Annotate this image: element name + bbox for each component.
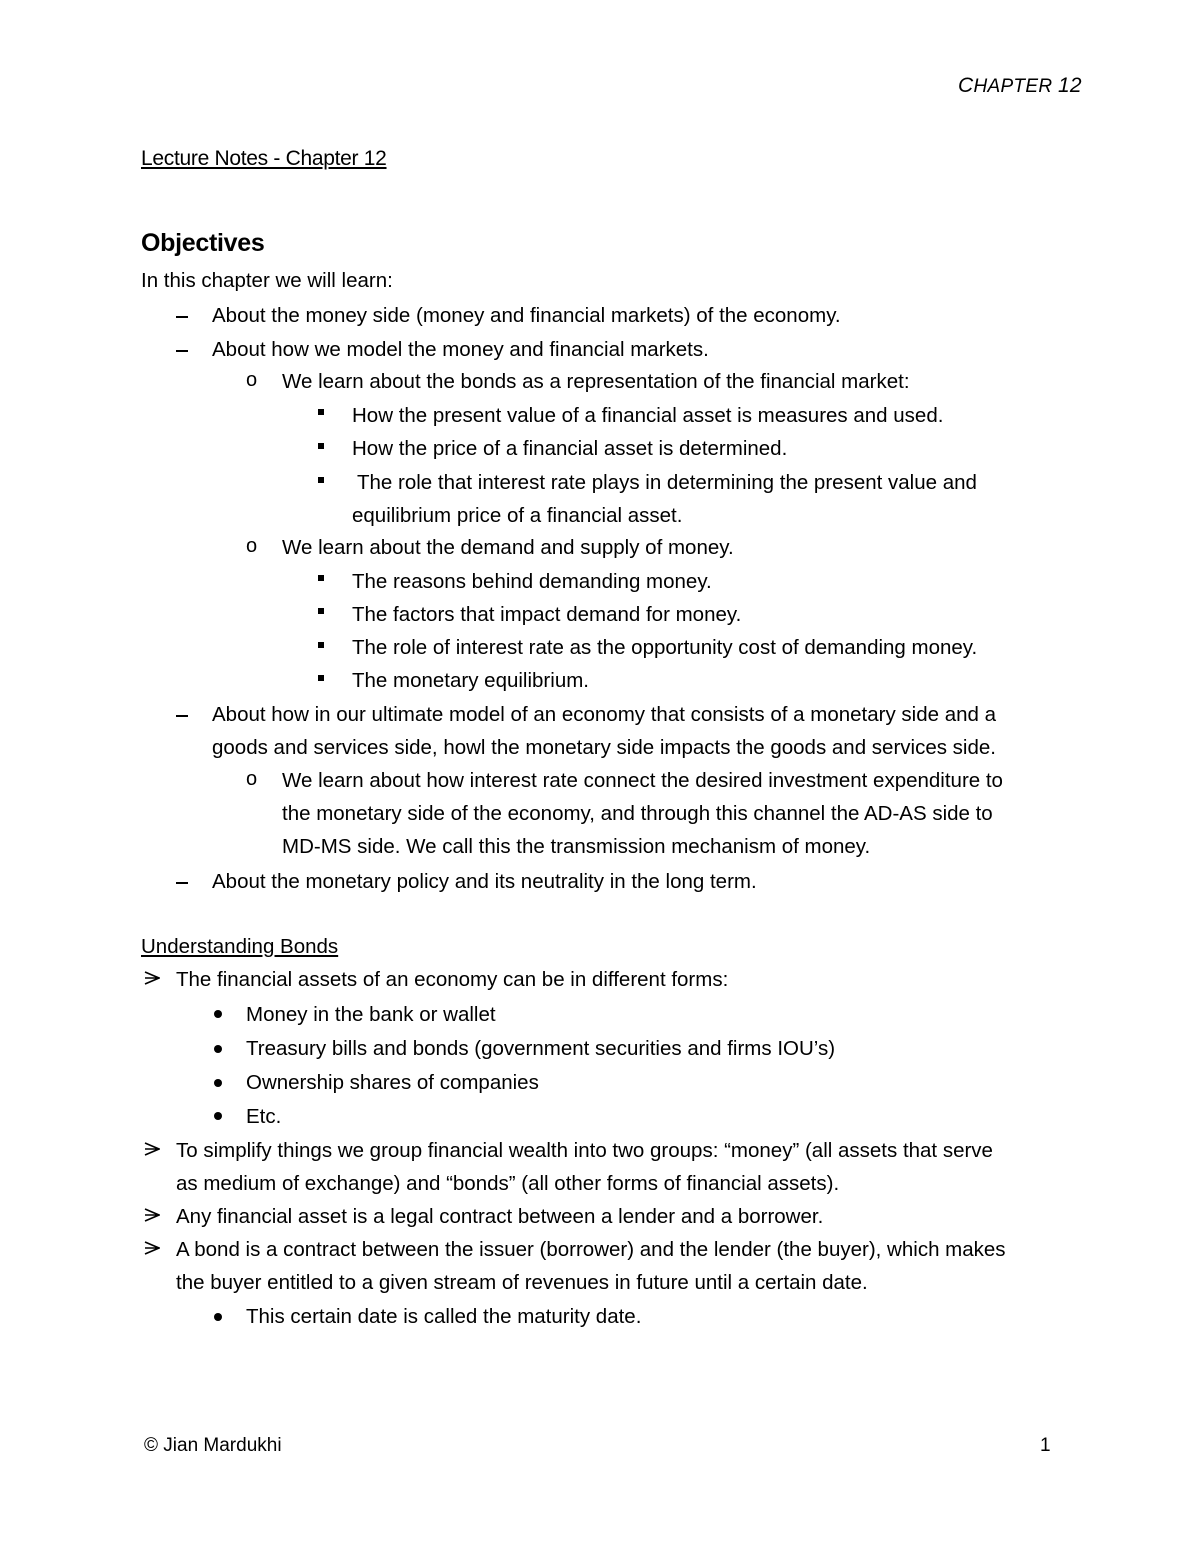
section-heading: Understanding Bonds [141,935,339,958]
list-item: The role of interest rate as the opportunity cost of demanding money. [352,636,978,659]
square-bullet [318,675,324,681]
header-chapter-label: HAPTER [973,76,1053,97]
page-title: Lecture Notes - Chapter 12 [141,147,387,170]
list-item-continuation: MD-MS side. We call this the transmission mechanism of money. [282,835,871,858]
list-item: We learn about the demand and supply of money. [282,536,734,559]
dot-bullet [214,1112,222,1120]
header-chapter-initial: C [958,74,974,97]
running-header [958,74,1082,98]
list-item-continuation: the monetary side of the economy, and through this channel the AD-AS side to [282,802,993,825]
circle-bullet: o [246,369,258,391]
list-item: The reasons behind demanding money. [352,570,712,593]
list-item: Money in the bank or wallet [246,1003,496,1026]
square-bullet [318,409,324,415]
list-item: The factors that impact demand for money. [352,603,742,626]
square-bullet [318,443,324,449]
list-item: The monetary equilibrium. [352,669,589,692]
square-bullet [318,575,324,581]
list-item: About the monetary policy and its neutrality in the long term. [212,870,757,893]
dash-bullet [176,882,188,884]
arrow-bullet-icon [144,1208,160,1222]
header-chapter-number: 12 [1057,74,1082,97]
footer-copyright: © Jian Mardukhi [144,1435,282,1456]
dash-bullet [176,350,188,352]
dot-bullet [214,1079,222,1087]
dot-bullet [214,1313,222,1321]
list-item: Etc. [246,1105,282,1128]
circle-bullet: o [246,768,258,790]
square-bullet [318,642,324,648]
list-item-continuation: goods and services side, howl the monetary side impacts the goods and services side. [212,736,996,759]
list-item: About the money side (money and financial markets) of the economy. [212,304,841,327]
list-item: Ownership shares of companies [246,1071,539,1094]
list-item: A bond is a contract between the issuer (borrower) and the lender (the buyer), which makes [176,1238,1006,1261]
page-number: 1 [1040,1435,1051,1456]
dash-bullet [176,715,188,717]
arrow-bullet-icon [144,1142,160,1156]
arrow-bullet-icon [144,971,160,985]
list-item: We learn about the bonds as a representation of the financial market: [282,370,910,393]
arrow-bullet-icon [144,1241,160,1255]
square-bullet [318,608,324,614]
list-item: Treasury bills and bonds (government securities and firms IOU’s) [246,1037,836,1060]
dot-bullet [214,1045,222,1053]
list-item: How the present value of a financial asset is measures and used. [352,404,944,427]
square-bullet [318,477,324,483]
list-item-continuation: equilibrium price of a financial asset. [352,504,683,527]
list-item: How the price of a financial asset is determined. [352,437,788,460]
list-item: This certain date is called the maturity date. [246,1305,642,1328]
dot-bullet [214,1010,222,1018]
list-item: The role that interest rate plays in determining the present value and [357,471,977,494]
list-item: Any financial asset is a legal contract between a lender and a borrower. [176,1205,824,1228]
list-item-continuation: the buyer entitled to a given stream of revenues in future until a certain date. [176,1271,868,1294]
list-item: About how we model the money and financial markets. [212,338,709,361]
objectives-heading: Objectives [141,229,265,257]
circle-bullet: o [246,535,258,557]
objectives-intro: In this chapter we will learn: [141,269,393,292]
dash-bullet [176,316,188,318]
list-item: About how in our ultimate model of an economy that consists of a monetary side and a [212,703,996,726]
list-item-continuation: as medium of exchange) and “bonds” (all other forms of financial assets). [176,1172,840,1195]
list-item: The financial assets of an economy can be in different forms: [176,968,729,991]
list-item: To simplify things we group financial wealth into two groups: “money” (all assets that serve [176,1139,993,1162]
list-item: We learn about how interest rate connect the desired investment expenditure to [282,769,1003,792]
